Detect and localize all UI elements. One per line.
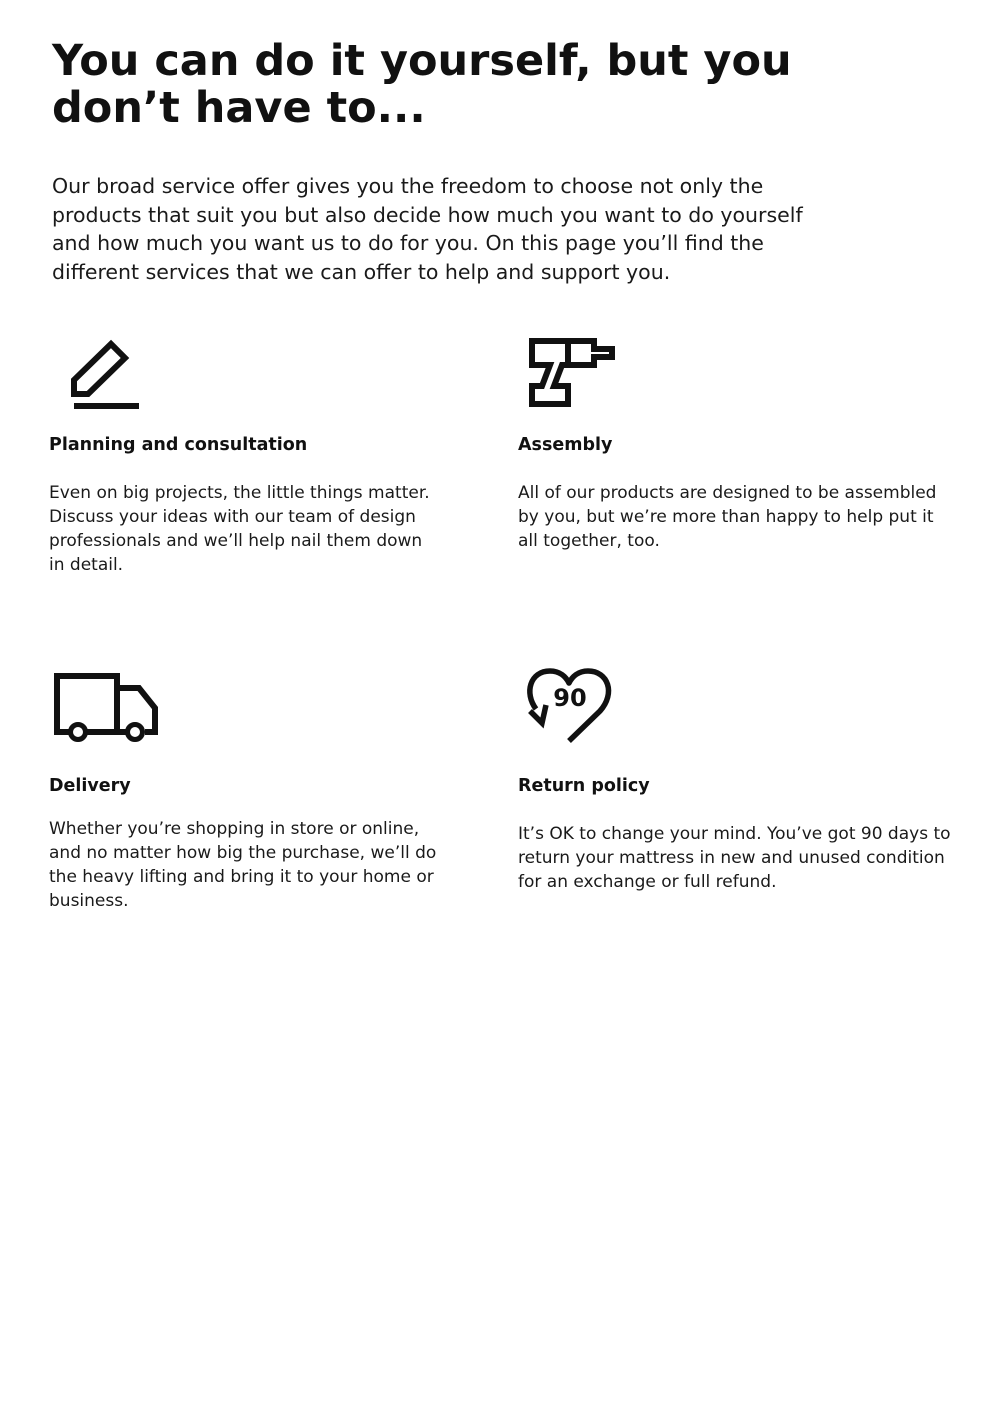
service-title: Planning and consultation <box>49 435 308 455</box>
service-title: Return policy <box>518 776 650 796</box>
service-description: It’s OK to change your mind. You’ve got 90 days to return your mattress in new and unused condition for an exchange or full refund. <box>518 824 951 892</box>
service-planning <box>49 338 449 588</box>
service-description: Whether you’re shopping in store or online, and no matter how big the purchase, we’ll do the heavy lifting and bring it to your home or business. <box>49 819 437 911</box>
service-assembly <box>518 338 968 588</box>
drill-icon <box>528 338 618 410</box>
heart-badge-text: 90 <box>553 684 587 712</box>
pencil-icon <box>71 338 143 414</box>
heart-90-icon <box>524 665 614 749</box>
intro-paragraph: Our broad service offer gives you the freedom to choose not only the products that suit you but also decide how much you want to do yourself and how much you want us to do for you. On this page you’ll find the different services that we can offer to help and support you. <box>52 174 803 284</box>
service-title: Assembly <box>518 435 613 455</box>
service-delivery <box>49 672 449 922</box>
service-title: Delivery <box>49 776 131 796</box>
page-title: You can do it yourself, but you don’t have to... <box>52 36 792 133</box>
truck-icon <box>53 672 161 744</box>
service-return-policy <box>518 665 968 915</box>
service-description: Even on big projects, the little things matter. Discuss your ideas with our team of design professionals and we’ll help nail them down in detail. <box>49 483 430 575</box>
service-description: All of our products are designed to be assembled by you, but we’re more than happy to help put it all together, too. <box>518 483 937 551</box>
